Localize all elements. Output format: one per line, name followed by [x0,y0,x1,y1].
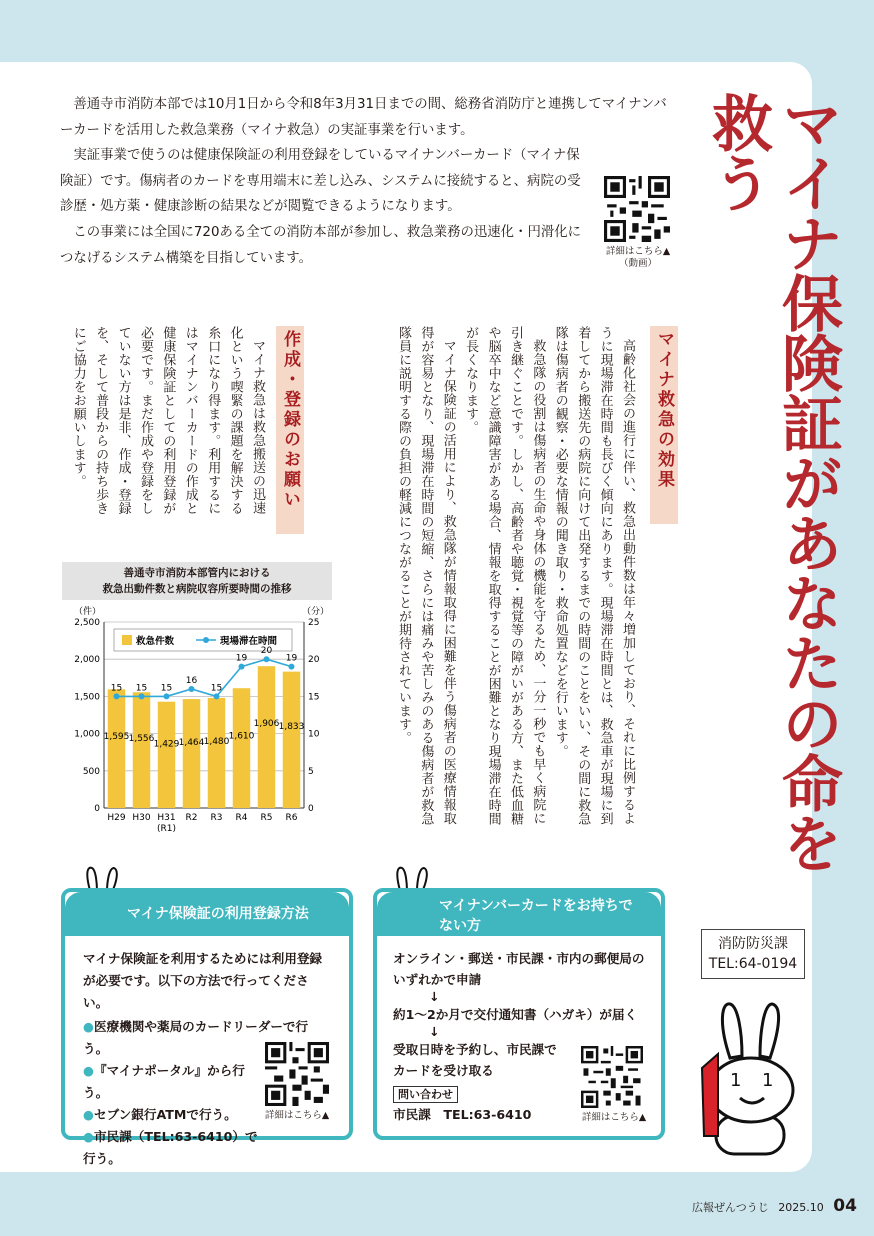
legend-swatch-bars [122,635,132,645]
x-tick-label: H31 [157,813,176,823]
x-tick-label: R5 [260,813,273,823]
qr-code-icon[interactable] [265,1042,329,1106]
arrow-down-icon: ↓ [429,989,440,1004]
box-heading-line: ない方 [439,918,481,934]
line-value-label: 15 [160,683,173,694]
line-point [164,693,170,699]
x-tick-label: R4 [235,813,248,823]
chart-title [62,562,332,600]
request-heading: 作成・登録のお願い [276,326,304,534]
legend-marker [203,637,209,643]
left-axis-unit: （件） [74,607,102,617]
contact-label: 問い合わせ [393,1086,458,1103]
line-value-label: 16 [185,675,198,686]
step: 受取日時を予約し、市民課で [393,1042,557,1057]
video-qr[interactable] [604,176,672,270]
contact-dept [701,929,805,979]
legend-label: 現場滞在時間 [220,636,278,647]
issue-date: 2025.10 [778,1201,824,1214]
request-paragraph: マイナ救急は救急搬送の迅速化という喫緊の課題を解決する糸口になり得ます。利用するにはマイナンバーカードの作成と健康保険証としての利用登録が必要です。まだ作成や登録をしていない方は是非、作成・登録を、そして普段からの持ち歩きにご協力をお願いします。 [70,326,265,515]
list-item: ●『マイナポータル』から行う。 [83,1063,245,1100]
bar-value-label: 1,480 [203,737,230,748]
line-value-label: 15 [110,683,123,694]
left-tick-label: 1,000 [74,729,100,740]
mynumber-rabbit-icon [696,998,806,1158]
qr-caption: （動画） [618,258,657,269]
left-tick-label: 500 [82,766,100,777]
effect-paragraph: 高齢化社会の進行に伴い、救急出動件数は年々増加しており、それに比例するように現場滞在時間も長びく傾向にあります。現場滞在時間とは、救急車が現場に到着してから搬送先の病院に向けて出発するまでの時間のことをいい、その間に救急隊は傷病者の観察・必要な情報の聞き取り・救命処置などを行います。 [552,326,635,826]
page-number: 04 [833,1196,857,1216]
bar [108,689,126,808]
left-tick-label: 1,500 [74,692,100,703]
line-point [114,693,120,699]
bar [233,688,251,808]
chart-plot [56,602,330,844]
x-tick-label: R2 [185,813,198,823]
line-value-label: 20 [260,646,273,657]
bar [283,672,301,808]
box-heading [377,892,661,936]
qr-caption: 詳細はこちら▲ [581,1112,647,1123]
bar-value-label: 1,556 [128,733,155,744]
svg-text:1: 1 [730,1070,742,1091]
effect-body [352,326,638,826]
x-tick-sublabel: (R1) [156,824,177,834]
qr-caption: 詳細はこちら▲ [605,246,671,257]
left-tick-label: 2,500 [74,618,100,628]
intro-paragraph: この事業には全国に720ある全ての消防本部が参加し、救急業務の迅速化・円滑化につなげるシステム構築を目指しています。 [60,224,582,266]
registration-box-frame [61,888,353,1166]
qr-code-icon[interactable] [604,176,670,242]
intro-paragraph: 善通寺市消防本部では10月1日から令和8年3月31日までの間、総務省消防庁と連携してマイナンバーカードを活用した救急業務（マイナ救急）の実証事業を行います。 [60,97,667,138]
bar-value-label: 1,610 [228,731,255,742]
x-tick-label: H29 [107,813,126,823]
effect-heading: マイナ救急の効果 [650,326,678,524]
bar-value-label: 1,595 [103,732,130,743]
chart [62,562,332,848]
page-title: マイナ保険証があなたの命を救う [702,92,843,872]
registration-qr[interactable] [265,1042,337,1122]
no-card-box-frame [373,888,665,1140]
left-tick-label: 2,000 [74,655,100,666]
registration-box [61,864,353,1166]
line-point [289,664,295,670]
line-point [189,686,195,692]
x-tick-label: R3 [210,813,223,823]
page-footer [692,1196,862,1216]
line-point [214,693,220,699]
intro-text [60,92,680,271]
intro-paragraph: 実証事業で使うのは健康保険証の利用登録をしているマイナンバーカード（マイナ保険証）です。傷病者のカードを専用端末に差し込み、システムに接続すると、病院の受診歴・処方薬・健康診断の結果などが閲覧できるようになります。 [60,148,581,215]
right-tick-label: 0 [308,804,314,814]
no-card-box [373,864,665,1140]
line-value-label: 15 [135,683,148,694]
legend-label: 救急件数 [136,636,175,647]
line-point [264,656,270,662]
line-point [239,664,245,670]
bar-value-label: 1,906 [253,718,280,729]
list-item: ●市民課（TEL:63-6410）で行う。 [83,1129,258,1166]
box-heading-line: マイナンバーカードをお持ちで [439,898,633,914]
box-heading: マイナ保険証の利用登録方法 [65,892,349,936]
bar-value-label: 1,429 [153,739,180,750]
x-tick-label: R6 [285,813,298,823]
bar [133,692,151,808]
qr-code-icon[interactable] [581,1046,643,1108]
dept-name: 消防防災課 [718,936,788,952]
no-card-qr[interactable] [581,1046,653,1124]
bar [208,698,226,808]
box-lead: マイナ保険証を利用するためには利用登録が必要です。以下の方法で行ってください。 [83,951,323,1010]
step: カードを受け取る [393,1063,494,1078]
step: オンライン・郵送・市民課・市内の郵便局の [393,951,645,966]
line-value-label: 19 [235,653,248,664]
arrow-down-icon: ↓ [429,1024,440,1039]
request-body [60,326,268,526]
bar-value-label: 1,464 [178,737,205,748]
list-item: ●医療機関や薬局のカードリーダーで行う。 [83,1019,309,1056]
dept-tel: TEL:64-0194 [708,956,798,972]
right-tick-label: 5 [308,766,314,777]
bar [258,666,276,808]
list-item: ●セブン銀行ATMで行う。 [83,1107,237,1122]
right-tick-label: 15 [308,692,320,703]
bar-value-label: 1,833 [278,721,305,732]
bar [183,699,201,808]
step: いずれかで申請 [393,972,482,987]
line-value-label: 15 [210,683,223,694]
right-tick-label: 10 [308,729,320,740]
right-axis-unit: （分） [302,607,330,617]
chart-title-line: 救急出動件数と病院収容所要時間の推移 [102,583,292,595]
bar [158,702,176,808]
step: 約1～2か月で交付通知書（ハガキ）が届く [393,1007,638,1022]
contact-tel: 市民課 TEL:63-6410 [393,1107,532,1122]
publication-name: 広報ぜんつうじ [692,1201,769,1214]
effect-paragraph: マイナ保険証の活用により、救急隊が情報取得に困難を伴う傷病者の医療情報取得が容易となり、現場滞在時間の短縮、さらには痛みや苦しみのある傷病者が救急隊員に説明する際の負担の軽減につながることが期待されています。 [395,326,456,826]
left-tick-label: 0 [94,804,100,814]
line-value-label: 19 [285,653,298,664]
svg-text:1: 1 [762,1070,774,1091]
effect-paragraph: 救急隊の役割は傷病者の生命や身体の機能を守るため、一分一秒でも早く病院に引き継ぐことです。しかし、高齢者や聴覚・視覚等の障がいがある方、また低血糖や脳卒中など意識障害がある場合、情報を取得することが困難となり現場滞在時間が長くなります。 [463,326,546,826]
chart-title-line: 善通寺市消防本部管内における [123,567,271,579]
line-point [139,693,145,699]
right-tick-label: 25 [308,618,320,628]
x-tick-label: H30 [132,813,151,823]
qr-caption: 詳細はこちら▲ [264,1110,330,1121]
right-tick-label: 20 [308,655,320,666]
